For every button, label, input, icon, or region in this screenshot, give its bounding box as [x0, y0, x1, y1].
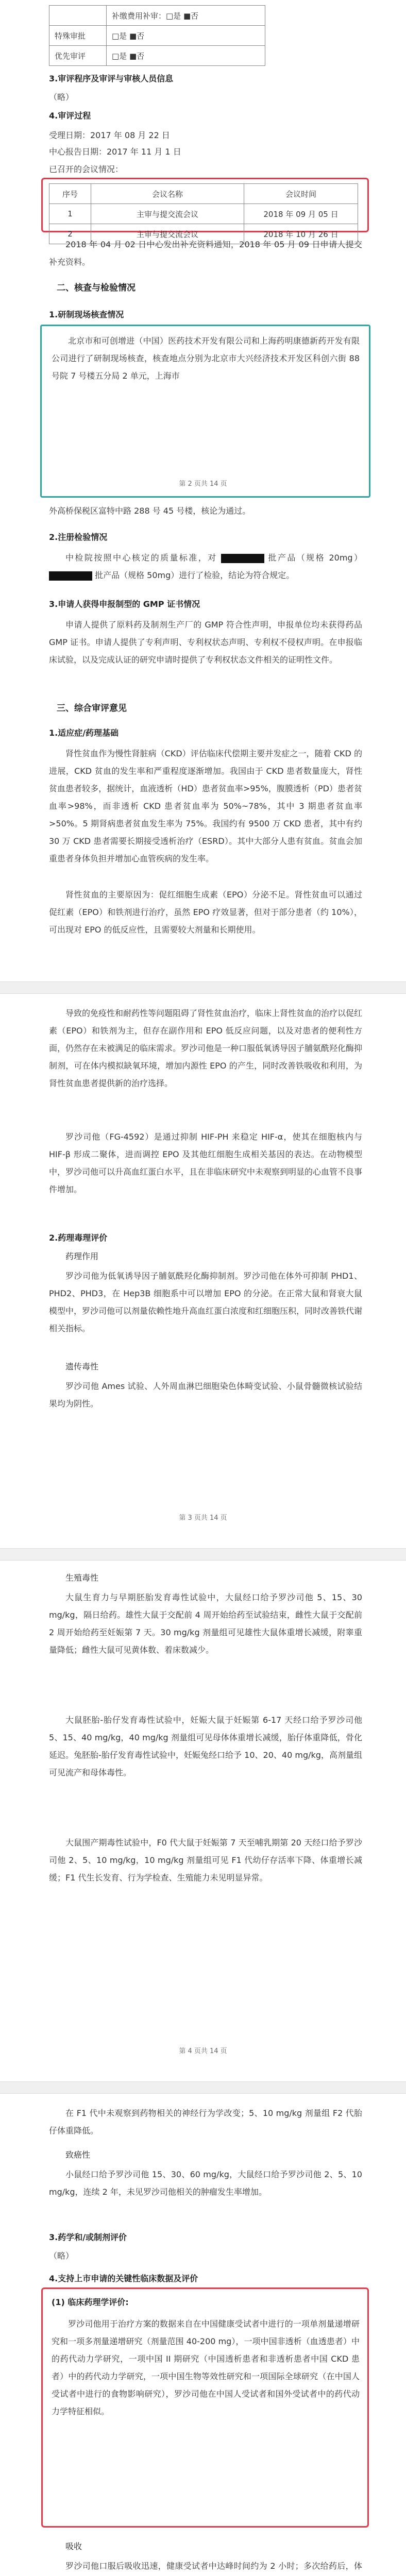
page-separator: [0, 2081, 406, 2094]
redacted-block: [221, 554, 264, 563]
sub-heading: 4.审评过程: [49, 111, 91, 121]
pharmacology-text: 罗沙司他为低氧诱导因子脯氨酰羟化酶抑制剂。罗沙司他在体外可抑制 PHD1、PHD2、PHD3，在 Hep3B 细胞系中可以增加 EPO 的分泌。在正常大鼠和肾衰大鼠模型中，罗沙司他可以剂量依赖性地升高血红蛋白浓度和红细胞压积，同时改善铁代谢相关指标。: [49, 1271, 363, 1333]
table-cell: 特殊审批: [49, 26, 107, 46]
sub-heading: 3.申请人获得申报制型的 GMP 证书情况: [49, 599, 200, 609]
accept-date: 受理日期：2017 年 08 月 22 日: [49, 130, 170, 140]
note-text: （略）: [49, 2251, 74, 2261]
inspection-text-a: 中检院按照中心核定的质量标准，对: [65, 553, 217, 563]
supplement-text: 2018 年 04 月 02 日中心发出补充资料通知，2018 年 05 月 09 日申请人提交补充资料。: [49, 240, 362, 267]
section-heading: 3.审评程序及审评与审核人员信息: [49, 74, 174, 83]
center-date: 中心报告日期：2017 年 11 月 1 日: [49, 147, 181, 157]
inspection-text-c: 批产品（规格 50mg）进行了检验，结论为符合规定。: [95, 570, 295, 580]
page-footer: 第 4 页共 14 页: [179, 2047, 227, 2055]
sub-heading: 2.药理毒理评价: [49, 1233, 108, 1243]
table-row: [49, 26, 265, 46]
sub-heading: 3.药学和/或制剂评价: [49, 2232, 127, 2242]
table-cell: 1: [49, 204, 91, 224]
section-title: 三、综合审评意见: [57, 703, 127, 714]
table-cell: 主审与提交流会议: [91, 204, 244, 224]
table-cell: 2: [49, 224, 91, 244]
table-cell: □是 ■否: [107, 46, 265, 66]
minor-heading: 致癌性: [65, 2150, 91, 2160]
page-separator: [0, 1548, 406, 1561]
minor-heading: 生殖毒性: [65, 1573, 99, 1583]
meeting-intro: 已召开的会议情况：: [49, 164, 124, 174]
table-cell: 优先审评: [49, 46, 107, 66]
clinical-pharm-text: 罗沙司他用于治疗方案的数据来自在中国健康受试者中进行的一项单剂量递增研究和一项多剂量递增研究（剂量范围 40-200 mg），一项中国非透析（血透患者）中的药代动力学研究，一项中国 II 期研究（中国透析患者和非透析患者中国 CKD 患者）中的药代动力学研究，一项中国生物等效性研究和一项国际全球研究（在中国人受试者中进行的食物影响研究），罗沙司他在中国人受试者和国外受试者中的药代动力学特征相似。: [52, 2319, 360, 2416]
column-header: 序号: [49, 184, 91, 204]
carcinogenicity-text: 小鼠经口给予罗沙司他 15、30、60 mg/kg，大鼠经口给予罗沙司他 2、5、10 mg/kg，连续 2 年，未见罗沙司他相关的肿瘤发生率增加。: [49, 2170, 362, 2197]
reprotox-text-1: 大鼠生育力与早期胚胎发育毒性试验中，大鼠经口给予罗沙司他 5、15、30 mg/kg，隔日给药。雄性大鼠于交配前 4 周开始给药至试验结束，雌性大鼠于交配前 2 周开始给药至妊娠第 7 天。30 mg/kg 剂量组可见雄性大鼠体重增长减缓，附睾重量降低；雌性大鼠可见黄体数、着床数减少。: [49, 1592, 362, 1655]
sub-heading: 1.适应症/药理基础: [49, 728, 119, 738]
table-header-row: [49, 184, 358, 204]
site-check-end: 外高桥保税区富特中路 288 号 45 号楼，核论为通过。: [49, 506, 251, 516]
sub-heading: 2.注册检验情况: [49, 532, 108, 542]
minor-heading: 药理作用: [65, 1251, 99, 1261]
page2-text-2: 罗沙司他（FG-4592）是通过抑制 HIF-PH 来稳定 HIF-α，使其在细胞核内与 HIF-β 形成二聚体，进而调控 EPO 及其他红细胞生成相关基因的表达。在动物模型中，罗沙司他可以升高血红蛋白水平，且在非临床研究中未观察到明显的心血管不良事件增加。: [49, 1132, 363, 1194]
gmp-text: 申请人提供了原料药及制剂生产厂的 GMP 符合性声明，申报单位均未获得药品 GMP 证书。申请人提供了专利声明、专利权状态声明、专利权不侵权声明。在申报临床试验，以及完成认证的研究申请时提供了专利权状态文件相关的证明性文件。: [49, 620, 362, 665]
sub-heading: (1) 临床药理学评价:: [52, 2297, 129, 2307]
site-check-text: 北京市和可创增进（中国）医药技术开发有限公司和上海药明康德新药开发有限公司进行了研制现场核查，核查地点分别为北京市大兴经济技术开发区科创六街 88 号院 7 号楼五分局 2 单元，上海市: [52, 336, 360, 381]
table-cell: 2018 年 10 月 26 日: [244, 224, 358, 244]
top-info-table: [49, 5, 265, 66]
redacted-block: [49, 571, 92, 581]
sub-heading: 1.研制现场核查情况: [49, 310, 124, 319]
table-cell: 2018 年 09 月 05 日: [244, 204, 358, 224]
page-footer: 第 3 页共 14 页: [179, 1514, 227, 1522]
table-cell: [49, 6, 107, 26]
minor-heading: 吸收: [65, 2541, 82, 2551]
table-row: [49, 6, 265, 26]
column-header: 会议时间: [244, 184, 358, 204]
table-cell: □是 ■否: [107, 26, 265, 46]
sub-heading: 4.支持上市申请的关键性临床数据及评价: [49, 2274, 198, 2283]
inspection-text: [49, 549, 362, 584]
section-title: 二、核查与检验情况: [57, 283, 136, 293]
indication-text-2: 肾性贫血的主要原因为：促红细胞生成素（EPO）分泌不足。肾性贫血可以通过促红素（EPO）和铁剂进行治疗，虽然 EPO 疗效显著，但对于部分患者（约 10%），可出现对 EPO 的低反应性，且需要较大剂量和长期使用。: [49, 890, 362, 935]
table-row: [49, 46, 265, 66]
column-header: 会议名称: [91, 184, 244, 204]
note-text: （略）: [49, 92, 74, 102]
page4-text-1: 在 F1 代中未观察到药物相关的神经行为学改变；5、10 mg/kg 剂量组 F2 代胎仔体重降低。: [49, 2108, 362, 2136]
page-footer: 第 2 页共 14 页: [179, 480, 227, 488]
table-row: [49, 204, 358, 224]
genotox-text: 罗沙司他 Ames 试验、人外周血淋巴细胞染色体畸变试验、小鼠骨髓微核试验结果均为阴性。: [49, 1381, 362, 1409]
reprotox-text-3: 大鼠围产期毒性试验中，F0 代大鼠于妊娠第 7 天至哺乳期第 20 天经口给予罗沙司他 2、5、10 mg/kg，10 mg/kg 剂量组可见 F1 代幼仔存活率下降、体重增长减缓；F1 代生长发育、行为学检查、生殖能力未见明显异常。: [49, 1838, 362, 1883]
minor-heading: 遗传毒性: [65, 1362, 99, 1371]
table-cell: 补缴费用补审：□是 ■否: [107, 6, 265, 26]
table-cell: 主审与提交流会议: [91, 224, 244, 244]
page2-text-1: 导致的免疫性和耐药性等问题阻碍了肾性贫血治疗，临床上肾性贫血的治疗以促红素（EPO）和铁剂为主，但存在副作用和 EPO 低反应问题，以及对患者的便利性方面，仍然存在未被满足的临床需求。罗沙司他是一种口服低氧诱导因子脯氨酰羟化酶抑制剂，可在体内模拟缺氧环境，增加内源性 EPO 的产生，同时改善铁吸收和利用，为肾性贫血患者提供新的治疗选择。: [49, 1008, 363, 1088]
absorption-text: 罗沙司他口服后吸收迅速，健康受试者中达峰时间约为 2 小时；多次给药后，体: [65, 2561, 362, 2571]
meeting-table: [49, 183, 358, 244]
indication-text-1: 肾性贫血作为慢性肾脏病（CKD）评估临床代偿期主要并发症之一，随着 CKD 的进展，CKD 贫血的发生率和严重程度逐渐增加。我国由于 CKD 患者数量庞大，肾性贫血患者较多，据统计，血液透析（HD）患者贫血率>95%，腹膜透析（PD）患者贫血率>98%，而非透析 CKD 患者贫血率为 50%~78%，其中 3 期患者贫血率>50%。5 期肾病患者贫血发生率为 75%。我国约有 9500 万 CKD 患者，其中有约 30 万 CKD 患者需要长期接受透析治疗（ESRD）。其中大部分人患有贫血。贫血会加重患者身体负担并增加心血管疾病的发生率。: [49, 749, 362, 863]
inspection-text-b: 批产品（规格 20mg）: [268, 553, 362, 563]
page-separator: [0, 981, 406, 994]
reprotox-text-2: 大鼠胚胎-胎仔发育毒性试验中，妊娠大鼠于妊娠第 6-17 天经口给予罗沙司他 5、15、40 mg/kg，40 mg/kg 剂量组可见母体体重增长减缓，胎仔体重降低，骨化延迟。兔胚胎-胎仔发育毒性试验中，妊娠兔经口给予 10、20、40 mg/kg，高剂量组可见流产和母体毒性。: [49, 1715, 362, 1777]
